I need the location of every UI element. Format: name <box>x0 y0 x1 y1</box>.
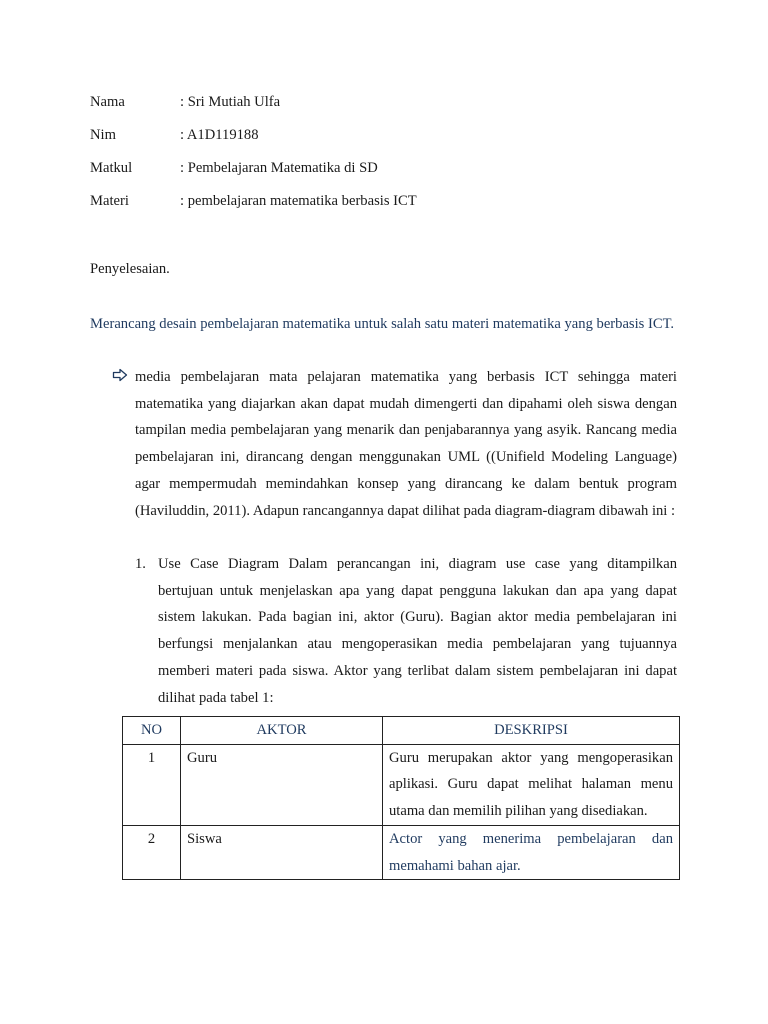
info-value: : Sri Mutiah Ulfa <box>180 94 281 110</box>
list-number: 1. <box>135 556 146 572</box>
info-value: : A1D119188 <box>180 127 259 143</box>
table-header-row <box>123 717 680 745</box>
table-row <box>123 744 680 825</box>
bullet-paragraph: media pembelajaran mata pelajaran matematika yang berbasis ICT sehingga materi matematika yang diajarkan akan dapat mudah dimengerti dan dipahami oleh siswa dengan tampilan media pembelajaran yang menarik dan penjabarannya yang asyik. Rancang media pembelajaran ini, dirancang dengan menggunakan UML ((Unifield Modeling Language) agar mempermudah memindahkan konsep yang dirancang ke dalam bentuk program (Haviluddin, 2011). Adapun rancangannya dapat dilihat pada diagram-diagram dibawah ini : <box>135 369 677 519</box>
info-label: Nim <box>90 127 116 143</box>
cell-deskripsi: Guru merupakan aktor yang mengoperasikan aplikasi. Guru dapat melihat halaman menu utama dan memilih pilihan yang disediakan. <box>383 744 680 825</box>
intro-paragraph: Merancang desain pembelajaran matematika untuk salah satu materi matematika yang berbasis ICT. <box>90 316 675 332</box>
info-label: Materi <box>90 193 129 209</box>
cell-aktor: Guru <box>181 744 383 825</box>
column-header-no: NO <box>123 717 181 745</box>
cell-aktor: Siswa <box>181 825 383 879</box>
info-label: Nama <box>90 94 125 110</box>
cell-deskripsi: Actor yang menerima pembelajaran dan memahami bahan ajar. <box>383 825 680 879</box>
info-value: : Pembelajaran Matematika di SD <box>180 160 378 176</box>
arrow-right-outline-icon <box>112 367 128 383</box>
table-row <box>123 825 680 879</box>
list-item-text: Use Case Diagram Dalam perancangan ini, diagram use case yang ditampilkan bertujuan untuk menjelaskan apa yang dapat pengguna lakukan dan apa yang dapat sistem lakukan. Pada bagian ini, aktor (Guru). Bagian aktor media pembelajaran ini berfungsi menjalankan atau mengoperasikan media pembelajaran yang tujuannya memberi materi pada siswa. Aktor yang terlibat dalam sistem pembelajaran ini dapat dilihat pada tabel 1: <box>158 556 677 706</box>
section-heading: Penyelesaian. <box>90 261 170 277</box>
column-header-aktor: AKTOR <box>181 717 383 745</box>
column-header-deskripsi: DESKRIPSI <box>383 717 680 745</box>
actor-table <box>122 716 680 880</box>
cell-no: 2 <box>123 825 181 879</box>
cell-no: 1 <box>123 744 181 825</box>
info-value: : pembelajaran matematika berbasis ICT <box>180 193 417 209</box>
info-label: Matkul <box>90 160 133 176</box>
